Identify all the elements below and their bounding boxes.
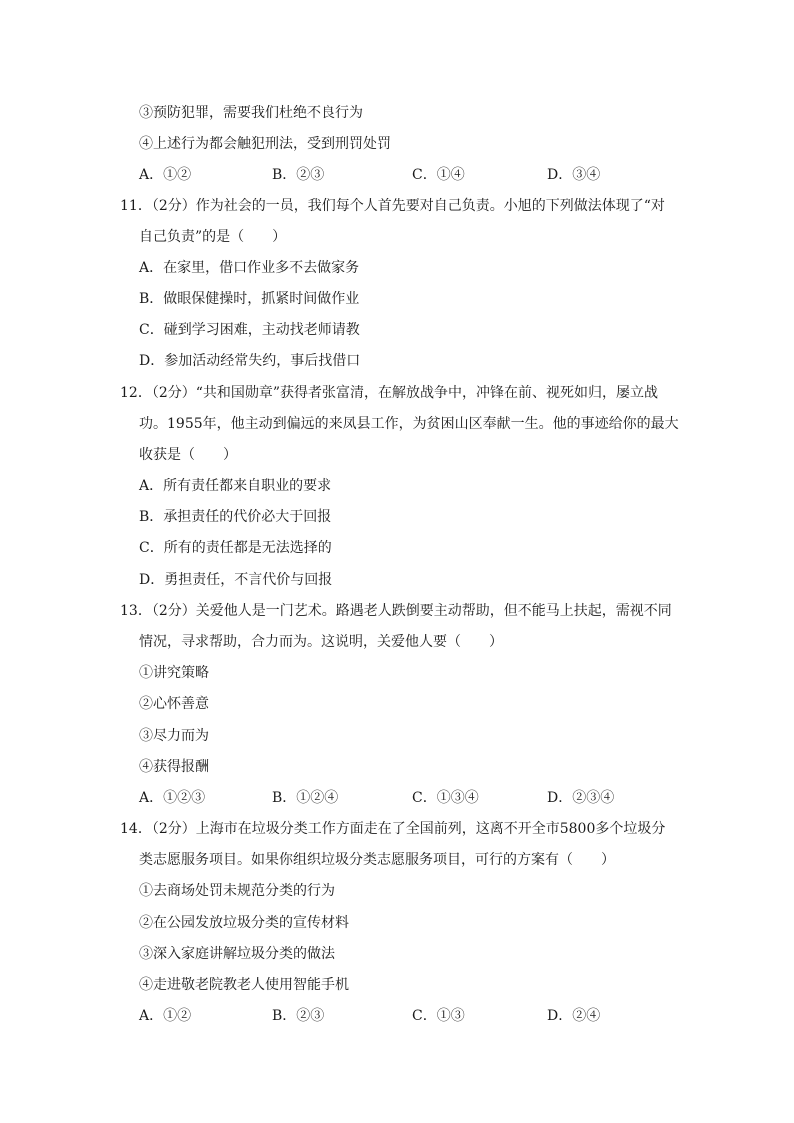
q13-option-a[interactable]: A．①②③ [139, 790, 206, 806]
q14-option-b[interactable]: B．②③ [272, 1008, 325, 1024]
q14-option-c[interactable]: C．①③ [412, 1008, 465, 1024]
q13-statement-2: ②心怀善意 [139, 696, 209, 712]
q11-stem-line-1: 11．（2分）作为社会的一员，我们每个人首先要对自己负责。小旭的下列做法体现了“对 [120, 198, 665, 214]
q11-stem-line-2: 自己负责”的是（ ） [139, 229, 287, 245]
q14-option-a[interactable]: A．①② [139, 1008, 192, 1024]
q11-option-a[interactable]: A．在家里，借口作业多不去做家务 [139, 260, 360, 276]
q14-statement-3: ③深入家庭讲解垃圾分类的做法 [139, 946, 335, 962]
q13-option-c[interactable]: C．①③④ [412, 790, 479, 806]
q10-statement-4: ④上述行为都会触犯刑法，受到刑罚处罚 [139, 136, 391, 152]
q10-option-b[interactable]: B．②③ [272, 167, 325, 183]
q11-option-b[interactable]: B．做眼保健操时，抓紧时间做作业 [139, 291, 360, 307]
q13-stem-line-2: 情况，寻求帮助，合力而为。这说明，关爱他人要（ ） [139, 634, 503, 650]
q13-option-b[interactable]: B．①②④ [272, 790, 339, 806]
q14-statement-4: ④走进敬老院教老人使用智能手机 [139, 977, 349, 993]
q10-statement-3: ③预防犯罪，需要我们杜绝不良行为 [139, 105, 363, 121]
q14-statement-2: ②在公园发放垃圾分类的宣传材料 [139, 915, 349, 931]
q14-stem-line-2: 类志愿服务项目。如果你组织垃圾分类志愿服务项目，可行的方案有（ ） [139, 852, 615, 868]
q12-option-b[interactable]: B．承担责任的代价必大于回报 [139, 509, 332, 525]
q12-option-d[interactable]: D．勇担责任，不言代价与回报 [139, 572, 333, 588]
q14-option-d[interactable]: D．②④ [547, 1008, 601, 1024]
q12-option-c[interactable]: C．所有的责任都是无法选择的 [139, 540, 332, 556]
q12-stem-line-2: 功。1955年，他主动到偏远的来凤县工作，为贫困山区奉献一生。他的事迹给你的最大 [139, 416, 679, 432]
q10-option-a[interactable]: A．①② [139, 167, 192, 183]
q13-statement-1: ①讲究策略 [139, 665, 209, 681]
q11-option-c[interactable]: C．碰到学习困难，主动找老师请教 [139, 322, 360, 338]
q10-option-c[interactable]: C．①④ [412, 167, 465, 183]
q12-stem-line-3: 收获是（ ） [139, 447, 237, 463]
q11-option-d[interactable]: D．参加活动经常失约，事后找借口 [139, 353, 361, 369]
q12-stem-line-1: 12．（2分）“共和国勋章”获得者张富清，在解放战争中，冲锋在前、视死如归，屡立战 [120, 385, 659, 401]
q10-option-d[interactable]: D．③④ [547, 167, 601, 183]
q14-stem-line-1: 14．（2分）上海市在垃圾分类工作方面走在了全国前列，这离不开全市5800多个垃圾分 [120, 821, 666, 837]
q13-option-d[interactable]: D．②③④ [547, 790, 615, 806]
q13-statement-4: ④获得报酬 [139, 759, 209, 775]
q12-option-a[interactable]: A．所有责任都来自职业的要求 [139, 478, 332, 494]
q13-stem-line-1: 13．（2分）关爱他人是一门艺术。路遇老人跌倒要主动帮助，但不能马上扶起，需视不同 [120, 603, 672, 619]
q14-statement-1: ①去商场处罚未规范分类的行为 [139, 883, 335, 899]
q13-statement-3: ③尽力而为 [139, 728, 209, 744]
